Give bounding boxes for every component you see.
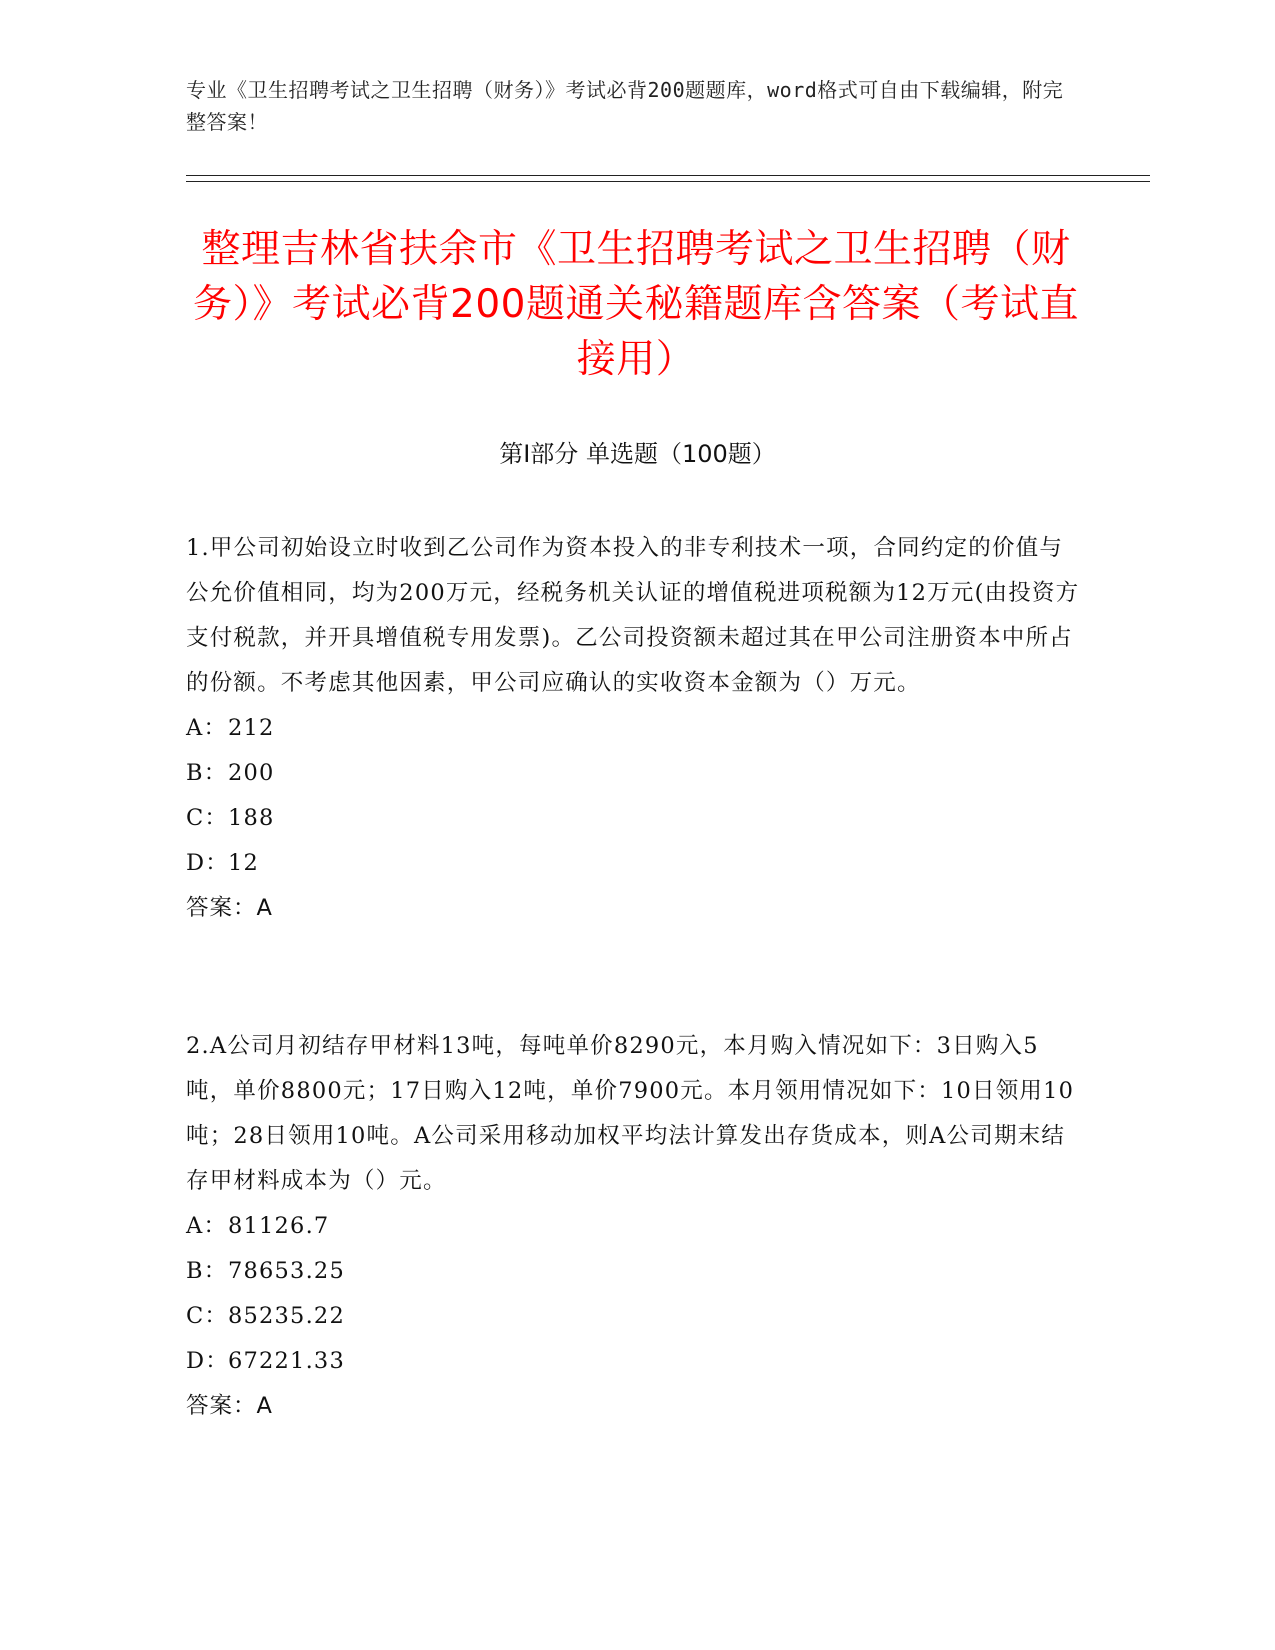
option-value: 78653.25 xyxy=(228,1258,345,1284)
option-a xyxy=(186,1204,1086,1249)
header-note: 专业《卫生招聘考试之卫生招聘（财务）》考试必背200题题库，word格式可自由下载编辑，附完整答案！ xyxy=(186,78,1064,134)
option-d xyxy=(186,841,1086,886)
option-key: C： xyxy=(186,1303,229,1329)
option-value: 12 xyxy=(228,850,260,876)
header-rule-bottom xyxy=(186,181,1150,182)
question-text: 1.甲公司初始设立时收到乙公司作为资本投入的非专利技术一项，合同约定的价值与公允价值相同，均为200万元，经税务机关认证的增值税进项税额为12万元(由投资方支付税款，并开具增值税专用发票)。乙公司投资额未超过其在甲公司注册资本中所占的份额。不考虑其他因素，甲公司应确认的实收资本金额为（）万元。 xyxy=(186,535,1080,696)
option-key: B： xyxy=(186,760,228,786)
option-key: B： xyxy=(186,1258,228,1284)
option-c xyxy=(186,1294,1086,1339)
option-b xyxy=(186,1249,1086,1294)
option-value: 81126.7 xyxy=(228,1213,330,1239)
option-value: 200 xyxy=(228,760,275,786)
option-key: A： xyxy=(186,1213,228,1239)
option-c xyxy=(186,796,1086,841)
option-value: 188 xyxy=(228,805,275,831)
option-key: D： xyxy=(186,850,229,876)
option-value: 85235.22 xyxy=(228,1303,345,1329)
section-title: 第Ⅰ部分 单选题（100题） xyxy=(499,440,776,468)
answer-line: 答案：A xyxy=(186,1393,273,1419)
document-title: 整理吉林省扶余市《卫生招聘考试之卫生招聘（财务）》考试必背200题通关秘籍题库含答案（考试直接用） xyxy=(193,227,1079,382)
option-value: 67221.33 xyxy=(228,1348,345,1374)
option-b xyxy=(186,751,1086,796)
question-1 xyxy=(186,526,1086,931)
option-key: A： xyxy=(186,715,228,741)
option-a xyxy=(186,706,1086,751)
option-key: D： xyxy=(186,1348,229,1374)
option-key: C： xyxy=(186,805,229,831)
option-d xyxy=(186,1339,1086,1384)
question-text: 2.A公司月初结存甲材料13吨，每吨单价8290元，本月购入情况如下：3日购入5吨，单价8800元；17日购入12吨，单价7900元。本月领用情况如下：10日领用10吨；28日领用10吨。A公司采用移动加权平均法计算发出存货成本，则A公司期末结存甲材料成本为（）元。 xyxy=(186,1033,1075,1194)
option-value: 212 xyxy=(228,715,275,741)
answer-line: 答案：A xyxy=(186,895,273,921)
header-rule-top xyxy=(186,175,1150,176)
question-2 xyxy=(186,1024,1086,1429)
